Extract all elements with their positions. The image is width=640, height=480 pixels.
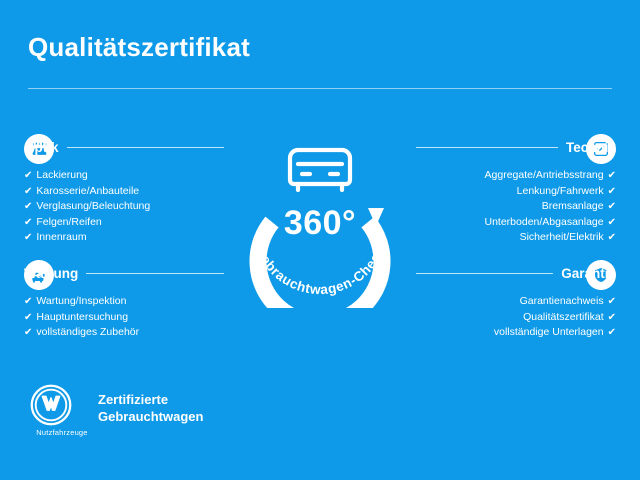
section-garantie — [416, 262, 616, 357]
list-item — [24, 325, 224, 341]
section-garantie-header — [416, 262, 616, 284]
check-icon: ✔ — [24, 170, 33, 181]
section-divider — [86, 273, 224, 274]
section-wartung-list — [24, 294, 224, 341]
section-divider — [416, 273, 553, 274]
section-technik-header — [416, 136, 616, 158]
section-garantie-title: Garantie — [561, 265, 616, 281]
360-label: 360° — [283, 204, 357, 242]
vw-logo-icon — [30, 384, 72, 426]
list-item — [416, 294, 616, 310]
section-optik-title: Optik — [24, 139, 59, 155]
list-item-label: Karosserie/Anbauteile — [36, 184, 140, 197]
list-item — [24, 199, 224, 215]
footer — [30, 384, 203, 438]
list-item-label: Wartung/Inspektion — [36, 295, 127, 307]
list-item — [24, 310, 224, 326]
page-title: Qualitätszertifikat — [28, 32, 250, 62]
section-wartung-header — [24, 262, 224, 284]
check-icon: ✔ — [607, 170, 616, 181]
section-optik-list — [24, 168, 224, 246]
section-divider — [67, 147, 224, 148]
section-wartung — [24, 262, 224, 357]
section-optik — [24, 136, 224, 262]
check-icon: ✔ — [607, 201, 616, 212]
list-item — [24, 294, 224, 310]
section-technik-title: Technik — [565, 139, 616, 155]
check-icon: ✔ — [607, 185, 616, 197]
section-wartung-title: Wartung — [24, 265, 79, 281]
check-icon: ✔ — [24, 296, 33, 307]
footer-line-1: Zertifizierte — [98, 392, 169, 407]
list-item-label: Felgen/Reifen — [36, 215, 102, 228]
list-item-label: Bremsanlage — [541, 200, 604, 212]
list-item — [416, 168, 616, 184]
check-icon: ✔ — [24, 185, 33, 197]
check-icon: ✔ — [607, 232, 616, 243]
list-item-label: Hauptuntersuchung — [36, 310, 129, 323]
list-item — [24, 184, 224, 200]
list-item — [416, 184, 616, 200]
check-icon: ✔ — [607, 296, 616, 307]
check-icon: ✔ — [24, 327, 33, 338]
check-icon: ✔ — [24, 311, 33, 323]
list-item — [416, 230, 616, 246]
check-icon: ✔ — [607, 216, 616, 228]
header-divider — [28, 88, 612, 89]
list-item — [24, 168, 224, 184]
list-item-label: Innenraum — [36, 231, 87, 243]
list-item — [416, 199, 616, 215]
list-item — [24, 230, 224, 246]
list-item-label: Qualitätszertifikat — [523, 310, 604, 323]
list-item-label: Verglasung/Beleuchtung — [36, 200, 151, 212]
section-divider — [416, 147, 558, 148]
list-item — [416, 215, 616, 231]
check-icon: ✔ — [24, 201, 33, 212]
list-item — [416, 325, 616, 341]
list-item — [24, 215, 224, 231]
check-icon: ✔ — [607, 327, 616, 338]
check-icon: ✔ — [607, 311, 616, 323]
list-item-label: vollständiges Zubehör — [36, 326, 140, 338]
list-item-label: Lenkung/Fahrwerk — [516, 184, 604, 197]
list-item-label: Unterboden/Abgasanlage — [484, 215, 604, 228]
section-technik — [416, 136, 616, 262]
list-item-label: Sicherheit/Elektrik — [519, 231, 604, 243]
list-item-label: vollständige Unterlagen — [493, 326, 604, 338]
section-garantie-list — [416, 294, 616, 341]
360-check-badge — [228, 108, 412, 308]
section-optik-header — [24, 136, 224, 158]
list-item — [416, 310, 616, 326]
ring-text: Gebrauchtwagen-Check — [253, 243, 387, 298]
vw-logo-subtitle: Nutzfahrzeuge — [36, 428, 88, 437]
vw-logo — [30, 384, 88, 438]
section-technik-list — [416, 168, 616, 246]
list-item-label: Aggregate/Antriebsstrang — [484, 169, 604, 181]
list-item-label: Lackierung — [36, 169, 88, 181]
list-item-label: Garantienachweis — [519, 295, 604, 307]
check-icon: ✔ — [24, 232, 33, 243]
footer-text — [98, 391, 203, 431]
footer-line-2: Gebrauchtwagen — [98, 409, 204, 424]
check-icon: ✔ — [24, 216, 33, 228]
